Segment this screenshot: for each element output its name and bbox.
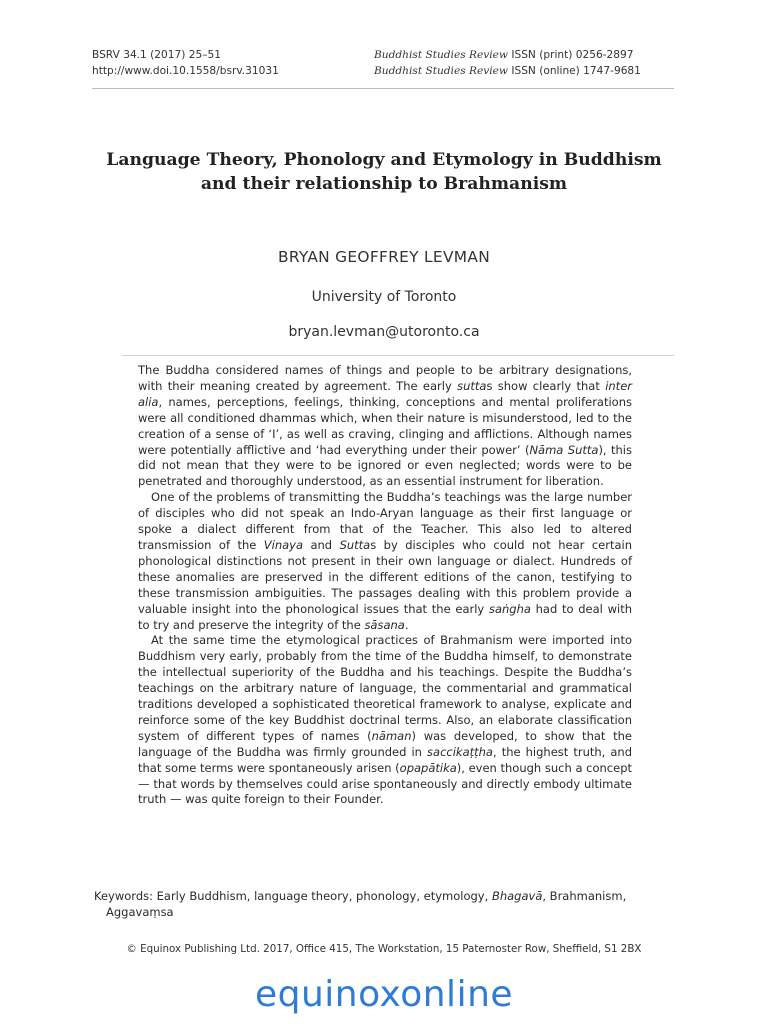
article-title bbox=[70, 148, 698, 196]
abstract-divider bbox=[122, 355, 674, 356]
issn-online-line bbox=[374, 63, 641, 79]
keywords bbox=[94, 888, 674, 920]
title-line: and their relationship to Brahmanism bbox=[200, 174, 568, 194]
keywords-label: Keywords: bbox=[94, 889, 153, 903]
citation-block bbox=[92, 47, 279, 79]
abstract-paragraph: One of the problems of transmitting the Buddha’s teachings was the large number of disciples who did not speak an Indo-Aryan language as their first language or spoke a dialect different from that of the Teacher. This also led to altered transmission of the Vinaya and Suttas by disciples who could not hear certain phonological distinctions not present in their own language or dialect. Hundreds of these anomalies are preserved in the different editions of the canon, testifying to these transmission ambiguities. The passages dealing with this problem provide a valuable insight into the phonological issues that the early saṅgha had to deal with to try and preserve the integrity of the sāsana. bbox=[138, 490, 633, 632]
issn-block bbox=[374, 47, 641, 79]
journal-name: Buddhist Studies Review bbox=[374, 65, 508, 77]
issn-online: ISSN (online) 1747-9681 bbox=[511, 65, 641, 77]
running-header bbox=[92, 47, 672, 87]
abstract bbox=[138, 363, 632, 808]
author-affiliation: University of Toronto bbox=[311, 289, 457, 305]
header-divider bbox=[92, 88, 674, 89]
logo-text: equinoxonline bbox=[254, 974, 514, 1015]
keywords-line: Keywords: Early Buddhism, language theory, phonology, etymology, Bhagavā, Brahmanism, bbox=[94, 889, 627, 903]
journal-name: Buddhist Studies Review bbox=[374, 49, 508, 61]
author-email[interactable]: bryan.levman@utoronto.ca bbox=[288, 324, 480, 340]
issn-print-line bbox=[374, 47, 641, 63]
issn-print: ISSN (print) 0256-2897 bbox=[511, 49, 634, 61]
copyright-notice: © Equinox Publishing Ltd. 2017, Office 415, The Workstation, 15 Paternoster Row, Sheffield, S1 2BX bbox=[126, 943, 642, 955]
author-name: BRYAN GEOFFREY LEVMAN bbox=[277, 248, 491, 266]
publisher-logo[interactable] bbox=[0, 970, 768, 1020]
citation: BSRV 34.1 (2017) 25–51 bbox=[92, 49, 222, 61]
title-line: Language Theory, Phonology and Etymology in Buddhism bbox=[106, 150, 662, 170]
abstract-paragraph: The Buddha considered names of things and people to be arbitrary designations, with their meaning created by agreement. The early suttas show clearly that inter alia, names, perceptions, feelings, thinking, conceptions and mental proliferations were all conditioned dhammas which, when their nature is misunderstood, led to the creation of a sense of ‘I’, as well as craving, clinging and afflictions. Although names were potentially afflictive and ‘had everything under their power’ (Nāma Sutta), this did not mean that they were to be ignored or even neglected; words were to be penetrated and thoroughly understood, as an essential instrument for liberation. bbox=[138, 363, 632, 489]
keywords-line: Aggavaṃsa bbox=[106, 905, 174, 919]
doi-link[interactable]: http://www.doi.10.1558/bsrv.31031 bbox=[92, 65, 279, 77]
abstract-paragraph: At the same time the etymological practices of Brahmanism were imported into Buddhism very early, probably from the time of the Buddha himself, to demonstrate the intellectual superiority of the Buddha and his teachings. Despite the Buddha’s teachings on the arbitrary nature of language, the commentarial and grammatical traditions developed a sophisticated theoretical framework to analyse, explicate and reinforce some of the key Buddhist doctrinal terms. Also, an elaborate classification system of different types of names (nāman) was developed, to show that the language of the Buddha was firmly grounded in saccikaṭṭha, the highest truth, and that some terms were spontaneously arisen (opapātika), even though such a concept — that words by themselves could arise spontaneously and directly embody ultimate truth — was quite foreign to their Founder. bbox=[138, 633, 633, 807]
